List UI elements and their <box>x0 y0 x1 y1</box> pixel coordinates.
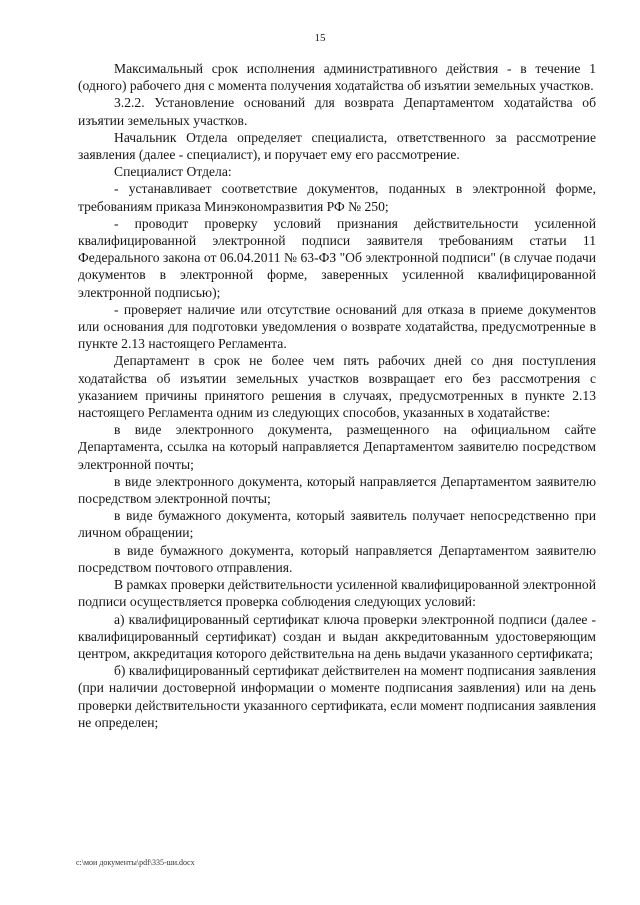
paragraph-method-email: в виде электронного документа, который направляется Департаментом заявителю посредством электронной почты; <box>78 473 596 507</box>
paragraph-check-documents: - устанавливает соответствие документов, поданных в электронной форме, требованиям приказа Минэкономразвития РФ № 250; <box>78 181 596 214</box>
paragraph-head-assigns: Начальник Отдела определяет специалиста, ответственного за рассмотрение заявления (далее - специалист), и поручает ему его рассмотрение. <box>78 129 596 163</box>
paragraph-method-website: в виде электронного документа, размещенного на официальном сайте Департамента, ссылка на который направляется Департаментом заявителю посредством электронной почты; <box>78 422 596 472</box>
paragraph-method-in-person: в виде бумажного документа, который заявитель получает непосредственно при личном обращении; <box>78 508 596 541</box>
paragraph-specialist-intro: Специалист Отдела: <box>114 164 232 180</box>
paragraph-check-grounds: - проверяет наличие или отсутствие оснований для отказа в приеме документов или основания для подготовки уведомления о возврате ходатайства, предусмотренные в пункте 2.13 настоящего Регламента. <box>78 301 596 352</box>
paragraph-department-return: Департамент в срок не более чем пять рабочих дней со дня поступления ходатайства об изъятии земельных участков возвращает его без рассмотрения с указанием причины принятого решения в случаях, предусмотренных в пункте 2.13 настоящего Регламента одним из следующих способов, указанных в ходатайстве: <box>78 353 596 421</box>
paragraph-verification-conditions: В рамках проверки действительности усиленной квалифицированной электронной подписи осуществляется проверка соблюдения следующих условий: <box>78 577 596 610</box>
paragraph-section-3-2-2: 3.2.2. Установление оснований для возврата Департаментом ходатайства об изъятии земельных участков. <box>78 95 596 128</box>
page-number: 15 <box>314 32 326 44</box>
paragraph-method-post: в виде бумажного документа, который направляется Департаментом заявителю посредством почтового отправления. <box>78 542 596 575</box>
paragraph-deadline: Максимальный срок исполнения административного действия - в течение 1 (одного) рабочего дня с момента получения ходатайства об изъятии земельных участков. <box>78 61 596 94</box>
paragraph-check-signature: - проводит проверку условий признания действительности усиленной квалифицированной электронной подписи заявителя требованиям статьи 11 Федерального закона от 06.04.2011 № 63-ФЗ "Об электронной подписи" (в случае подачи документов в электронной форме, заверенных усиленной квалифицированной электронной подписью); <box>78 215 596 300</box>
document-body <box>78 60 596 731</box>
paragraph-condition-b: б) квалифицированный сертификат действителен на момент подписания заявления (при наличии достоверной информации о моменте подписания заявления) или на день проверки действительности указанного сертификата, если момент подписания заявления не определен; <box>78 663 596 730</box>
footer-file-path: c:\мои документы\pdf\335-ши.docx <box>76 858 195 867</box>
paragraph-condition-a: а) квалифицированный сертификат ключа проверки электронной подписи (далее - квалифицированный сертификат) создан и выдан аккредитованным удостоверяющим центром, аккредитация которого действительна на день выдачи указанного сертификата; <box>78 611 596 661</box>
